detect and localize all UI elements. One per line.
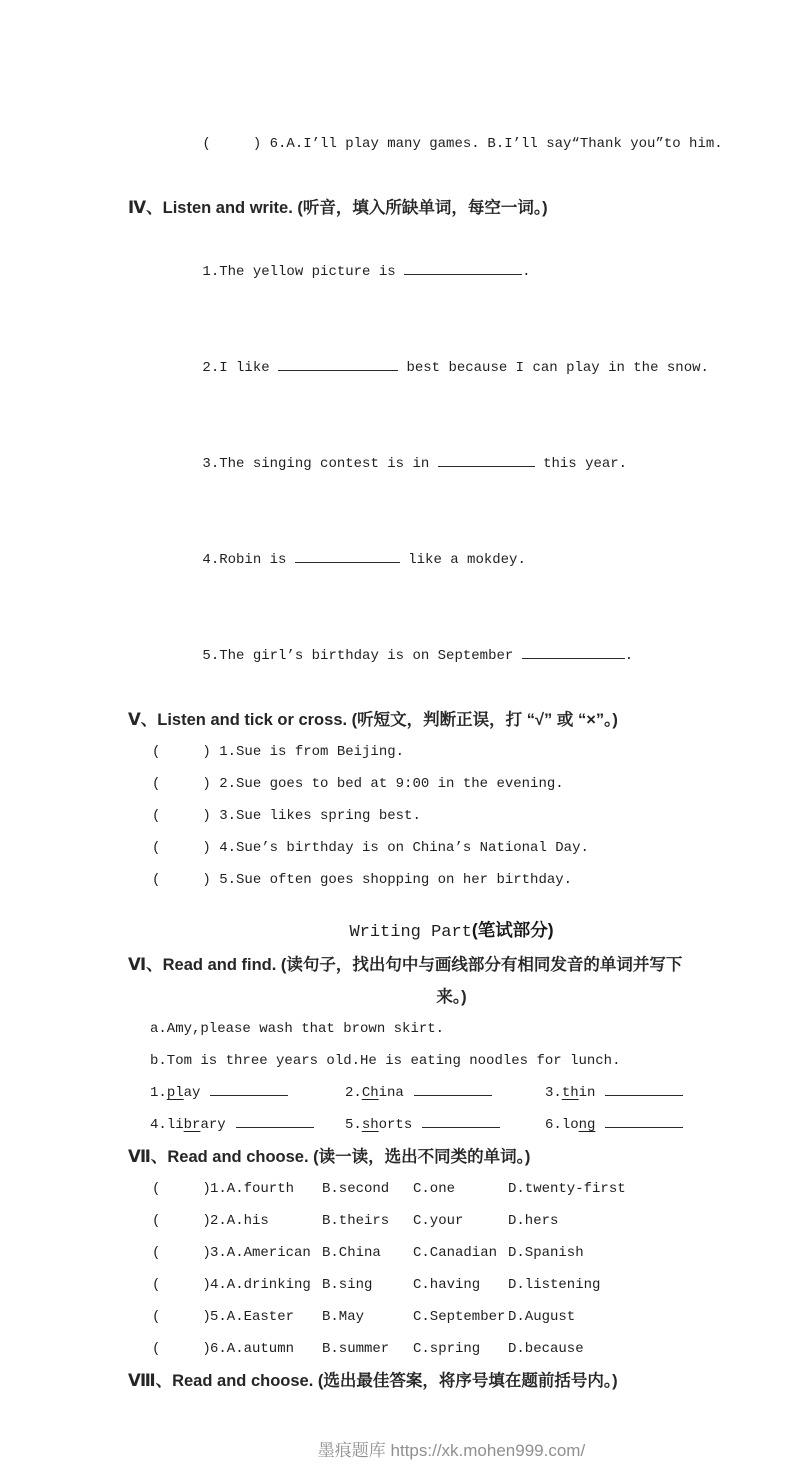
underlined-letters: Ch bbox=[361, 1085, 379, 1101]
option-a: 4.A.drinking bbox=[210, 1277, 311, 1293]
option-d: D.listening bbox=[508, 1277, 601, 1293]
multiple-choice-row-2 bbox=[152, 1205, 775, 1237]
answer-blank bbox=[404, 258, 522, 275]
answer-blank bbox=[414, 1079, 492, 1096]
word-number: 2. bbox=[345, 1085, 362, 1101]
section-vi-header-line1: Ⅵ、Read and find. (读句子，找出句中与画线部分有相同发音的单词并写下 bbox=[128, 956, 683, 974]
item-text-post: this year. bbox=[534, 456, 628, 472]
option-a: 6.A.autumn bbox=[210, 1341, 295, 1357]
option-b: B.second bbox=[322, 1181, 390, 1197]
true-false-item-5: ( ) 5.Sue often goes shopping on her birthday. bbox=[152, 872, 573, 888]
option-c: C.September bbox=[413, 1309, 506, 1325]
word-suffix: in bbox=[578, 1085, 596, 1101]
option-d: D.hers bbox=[508, 1213, 559, 1229]
answer-bracket: ( ) bbox=[152, 1181, 211, 1197]
word-item-4 bbox=[150, 1109, 345, 1141]
word-prefix: li bbox=[166, 1117, 184, 1133]
source-sentence-a: a.Amy,please wash that brown skirt. bbox=[150, 1021, 445, 1037]
answer-blank bbox=[236, 1111, 314, 1128]
option-b: B.summer bbox=[322, 1341, 390, 1357]
option-b: B.May bbox=[322, 1309, 365, 1325]
answer-blank bbox=[295, 546, 400, 563]
answer-bracket: ( ) bbox=[152, 1309, 211, 1325]
writing-part-title bbox=[128, 914, 775, 949]
answer-blank bbox=[422, 1111, 500, 1128]
answer-bracket: ( ) bbox=[152, 1213, 211, 1229]
section-viii-header: Ⅷ、Read and choose. (选出最佳答案，将序号填在题前括号内。) bbox=[128, 1372, 618, 1390]
answer-blank bbox=[522, 642, 625, 659]
underlined-letters: sh bbox=[361, 1117, 379, 1133]
word-suffix: ary bbox=[200, 1117, 226, 1133]
word-item-1 bbox=[150, 1077, 345, 1109]
fill-blank-item-2 bbox=[152, 320, 775, 416]
option-b: B.China bbox=[322, 1245, 381, 1261]
option-c: C.having bbox=[413, 1277, 481, 1293]
underlined-letters: ng bbox=[578, 1117, 596, 1133]
answer-blank bbox=[605, 1111, 683, 1128]
word-item-5 bbox=[345, 1109, 545, 1141]
word-number: 4. bbox=[150, 1117, 167, 1133]
multiple-choice-row-1 bbox=[152, 1173, 775, 1205]
section-vi-header-line2: 来。) bbox=[436, 988, 467, 1006]
question-6-option-a: ( ) 6.A.I’ll play many games. bbox=[202, 136, 480, 152]
fill-blank-item-5 bbox=[152, 608, 775, 704]
option-a: 3.A.American bbox=[210, 1245, 311, 1261]
true-false-item-1: ( ) 1.Sue is from Beijing. bbox=[152, 744, 405, 760]
option-c: C.your bbox=[413, 1213, 464, 1229]
word-suffix: orts bbox=[378, 1117, 413, 1133]
underlined-letters: pl bbox=[166, 1085, 184, 1101]
item-text-pre: 2.I like bbox=[202, 360, 279, 376]
section-v-header: Ⅴ、Listen and tick or cross. (听短文，判断正误，打 “√” 或 “×”。) bbox=[128, 711, 618, 729]
option-a: 2.A.his bbox=[210, 1213, 269, 1229]
answer-blank bbox=[438, 450, 535, 467]
question-6-option-b: B.I’ll say“Thank you”to him. bbox=[487, 136, 723, 152]
writing-part-title-zh: (笔试部分) bbox=[471, 920, 554, 940]
option-d: D.Spanish bbox=[508, 1245, 584, 1261]
multiple-choice-row-4 bbox=[152, 1269, 775, 1301]
option-b: B.theirs bbox=[322, 1213, 390, 1229]
item-text-post: best because I can play in the snow. bbox=[398, 360, 709, 376]
fill-blank-item-1 bbox=[152, 224, 775, 320]
item-text-pre: 3.The singing contest is in bbox=[202, 456, 438, 472]
option-c: C.spring bbox=[413, 1341, 481, 1357]
underlined-letters: br bbox=[183, 1117, 201, 1133]
word-item-6 bbox=[545, 1109, 775, 1141]
fill-blank-item-3 bbox=[152, 416, 775, 512]
item-text-post: . bbox=[624, 648, 634, 664]
multiple-choice-row-6 bbox=[152, 1333, 775, 1365]
answer-blank bbox=[210, 1079, 288, 1096]
answer-bracket: ( ) bbox=[152, 1245, 211, 1261]
multiple-choice-row-3 bbox=[152, 1237, 775, 1269]
item-text-pre: 5.The girl’s birthday is on September bbox=[202, 648, 522, 664]
item-text-post: like a mokdey. bbox=[399, 552, 526, 568]
word-item-3 bbox=[545, 1077, 775, 1109]
source-sentence-b: b.Tom is three years old.He is eating noodles for lunch. bbox=[150, 1053, 621, 1069]
site-watermark: 墨痕题库 https://xk.mohen999.com/ bbox=[317, 1441, 586, 1460]
section-vii-header: Ⅶ、Read and choose. (读一读，选出不同类的单词。) bbox=[128, 1148, 531, 1166]
word-number: 3. bbox=[545, 1085, 562, 1101]
option-c: C.Canadian bbox=[413, 1245, 498, 1261]
option-a: 5.A.Easter bbox=[210, 1309, 295, 1325]
question-6-row bbox=[152, 96, 775, 192]
true-false-item-3: ( ) 3.Sue likes spring best. bbox=[152, 808, 421, 824]
true-false-item-2: ( ) 2.Sue goes to bed at 9:00 in the evening. bbox=[152, 776, 564, 792]
option-d: D.because bbox=[508, 1341, 584, 1357]
item-text-pre: 4.Robin is bbox=[202, 552, 295, 568]
word-suffix: ay bbox=[183, 1085, 201, 1101]
word-row-1 bbox=[150, 1077, 775, 1109]
writing-part-title-en: Writing Part bbox=[349, 923, 472, 942]
fill-blank-item-4 bbox=[152, 512, 775, 608]
word-row-2 bbox=[150, 1109, 775, 1141]
word-number: 1. bbox=[150, 1085, 167, 1101]
word-number: 5. bbox=[345, 1117, 362, 1133]
option-d: D.twenty-first bbox=[508, 1181, 626, 1197]
multiple-choice-row-5 bbox=[152, 1301, 775, 1333]
true-false-item-4: ( ) 4.Sue’s birthday is on China’s National Day. bbox=[152, 840, 589, 856]
word-prefix: lo bbox=[561, 1117, 579, 1133]
underlined-letters: th bbox=[561, 1085, 579, 1101]
option-d: D.August bbox=[508, 1309, 576, 1325]
option-a: 1.A.fourth bbox=[210, 1181, 295, 1197]
option-b: B.sing bbox=[322, 1277, 373, 1293]
word-suffix: ina bbox=[378, 1085, 404, 1101]
item-text-pre: 1.The yellow picture is bbox=[202, 264, 405, 280]
word-number: 6. bbox=[545, 1117, 562, 1133]
answer-blank bbox=[605, 1079, 683, 1096]
section-iv-header: Ⅳ、Listen and write. (听音，填入所缺单词，每空一词。) bbox=[128, 199, 548, 217]
word-item-2 bbox=[345, 1077, 545, 1109]
answer-bracket: ( ) bbox=[152, 1341, 211, 1357]
option-c: C.one bbox=[413, 1181, 456, 1197]
answer-blank bbox=[278, 354, 398, 371]
answer-bracket: ( ) bbox=[152, 1277, 211, 1293]
item-text-post: . bbox=[522, 264, 531, 280]
